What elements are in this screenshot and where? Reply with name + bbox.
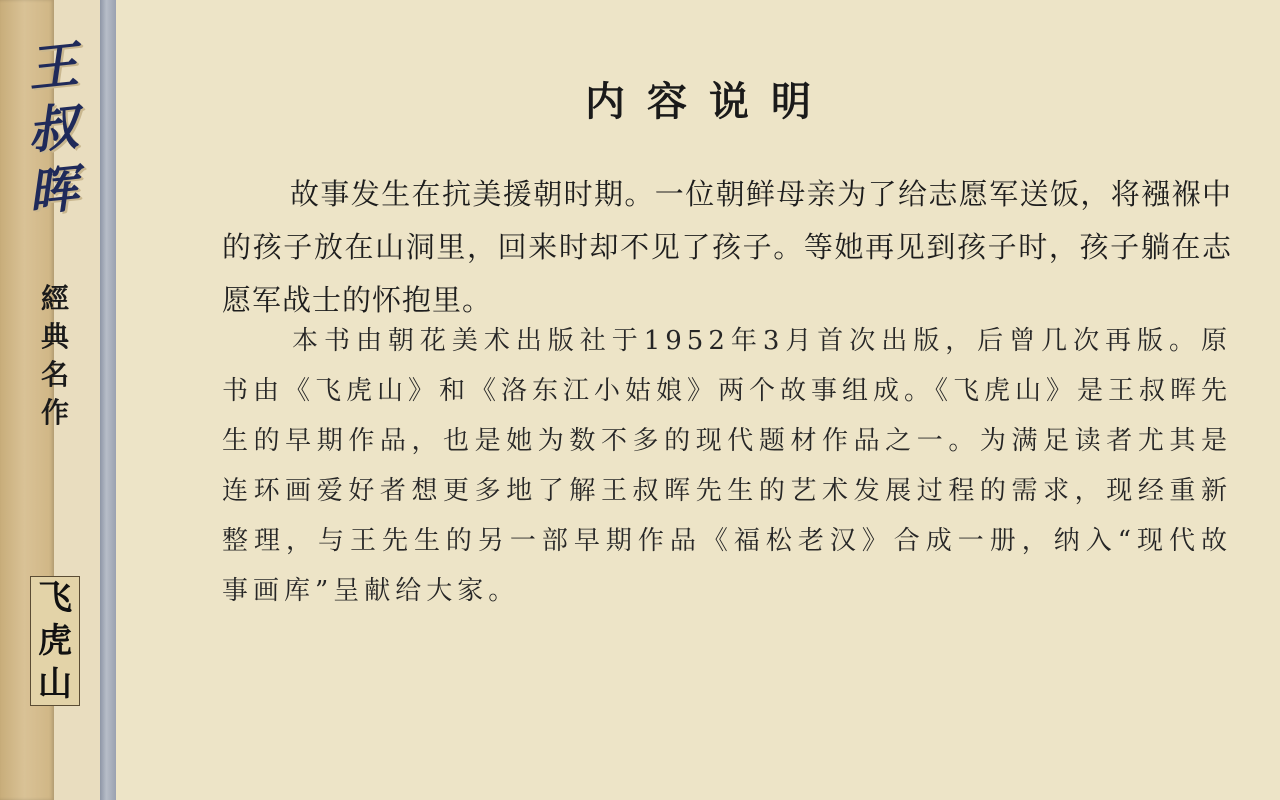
series-char-1: 經 bbox=[40, 282, 69, 315]
series-char-4: 作 bbox=[40, 396, 69, 429]
author-calligraphy bbox=[18, 36, 88, 236]
author-char-1: 王 bbox=[25, 34, 81, 99]
book-title-char-1: 飞 bbox=[38, 578, 72, 619]
series-char-2: 典 bbox=[40, 320, 69, 353]
author-char-3: 晖 bbox=[25, 158, 81, 223]
series-label bbox=[32, 280, 78, 432]
paragraph-story: 故事发生在抗美援朝时期。一位朝鲜母亲为了给志愿军送饭，将襁褓中的孩子放在山洞里，回来时却不见了孩子。等她再见到孩子时，孩子躺在志愿军战士的怀抱里。 bbox=[222, 177, 1232, 317]
series-char-3: 名 bbox=[40, 358, 69, 391]
author-char-2: 叔 bbox=[25, 96, 81, 161]
divider-bar bbox=[100, 0, 116, 800]
book-title-char-2: 虎 bbox=[38, 620, 72, 661]
paragraph-publication: 本书由朝花美术出版社于1952年3月首次出版，后曾几次再版。原书由《飞虎山》和《洛东江小姑娘》两个故事组成。《飞虎山》是王叔晖先生的早期作品，也是她为数不多的现代题材作品之一。为满足读者尤其是连环画爱好者想更多地了解王叔晖先生的艺术发展过程的需求，现经重新整理，与王先生的另一部早期作品《福松老汉》合成一册，纳入“现代故事画库”呈献给大家。 bbox=[222, 326, 1233, 606]
book-title-box bbox=[30, 576, 80, 706]
book-title-char-3: 山 bbox=[38, 663, 72, 704]
page-heading: 内容说明 bbox=[585, 79, 833, 125]
